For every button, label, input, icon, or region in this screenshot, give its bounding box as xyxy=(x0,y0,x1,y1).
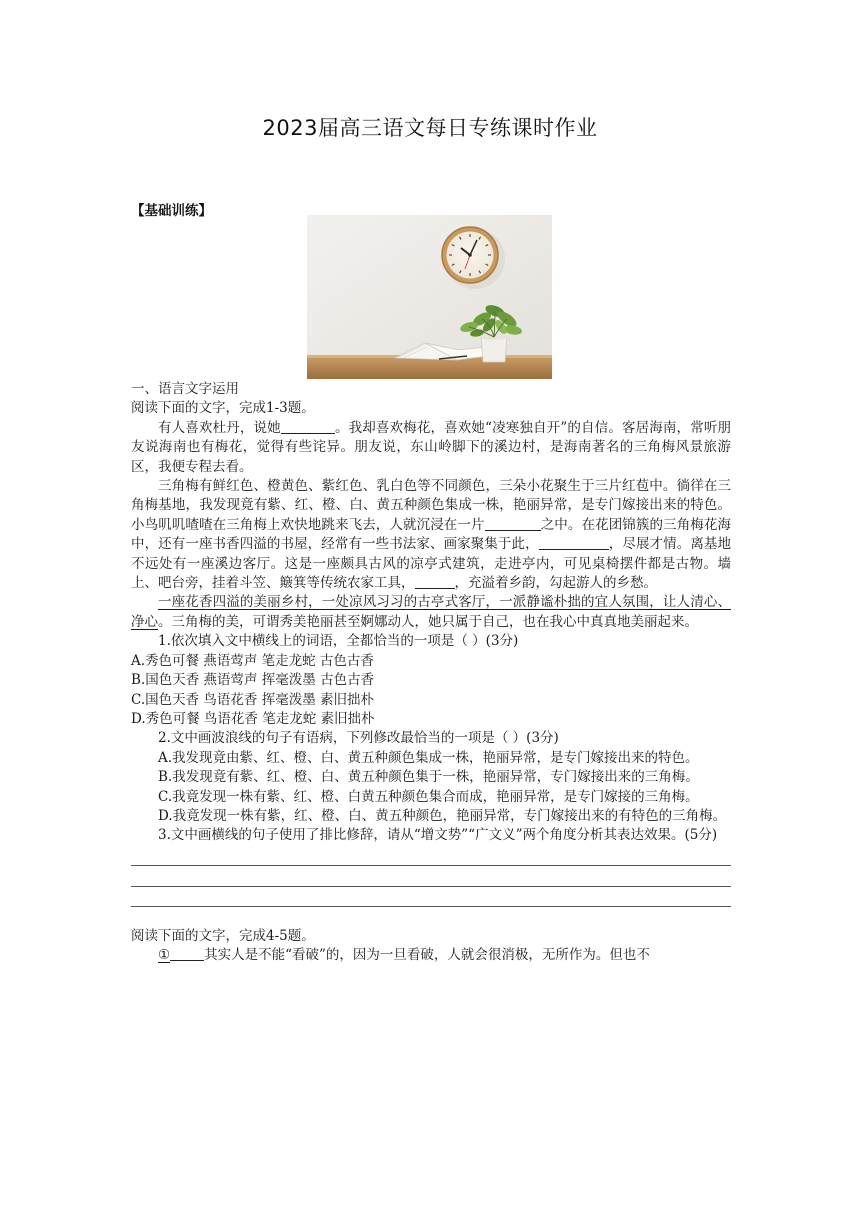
q2-option-c: C.我竟发现一株有紫、红、橙、白黄五种颜色集合而成，艳丽异常，是专门嫁接的三角梅。 xyxy=(158,788,699,805)
passage2-paragraph-1: ① 其实人是不能“看破”的，因为一旦看破，人就会很消极，无所作为。但也不 xyxy=(158,947,650,964)
fill-blank-1 xyxy=(281,419,335,434)
part2-instruction: 阅读下面的文字，完成4-5题。 xyxy=(131,927,315,944)
fill-blank-2 xyxy=(485,516,541,531)
q1-option-b: B.国色天香 燕语莺声 挥毫泼墨 古色古香 xyxy=(131,672,375,689)
document-body xyxy=(131,380,731,966)
question-3: 3.文中画横线的句子使用了排比修辞，请从“增文势”“广文义”两个角度分析其表达效果。(5分) xyxy=(158,827,718,844)
q2-option-b: B.我发现竟有紫、红、橙、白、黄五种颜色集于一株，艳丽异常，专门嫁接出来的三角梅。 xyxy=(158,769,699,786)
q2-option-d: D.我竟发现一株有紫，红、橙、白、黄五种颜色，艳丽异常，专门嫁接出来的有特色的三角梅。 xyxy=(158,807,727,824)
photo-illustration xyxy=(307,215,552,379)
q1-option-c: C.国色天香 鸟语花香 挥毫泼墨 素旧拙朴 xyxy=(131,691,375,708)
spacer xyxy=(131,907,731,927)
part1-heading: 一、语言文字运用 xyxy=(131,381,239,397)
underlined-sentence: 一座花香四溢的美丽乡村，一处凉风习习的古亭式客厅，一派静谧朴拙的宜人氛围，让人清心、净心 xyxy=(131,594,731,630)
q1-option-a: A.秀色可餐 燕语莺声 笔走龙蛇 古色古香 xyxy=(131,652,374,669)
clock-plant-book-photo xyxy=(307,215,552,379)
question-2: 2.文中画波浪线的句子有语病，下列修改最恰当的一项是（ ）(3分) xyxy=(158,730,559,747)
q1-option-d: D.秀色可餐 鸟语花香 笔走龙蛇 素旧拙朴 xyxy=(131,710,375,727)
q2-option-a: A.我发现竟由紫、红、橙、白、黄五种颜色集成一株，艳丽异常，是专门嫁接出来的特色。 xyxy=(158,749,699,766)
fill-blank-4 xyxy=(415,574,455,589)
answer-line-3[interactable] xyxy=(131,887,731,907)
paragraph-marker: ① xyxy=(158,947,171,964)
page-title: 2023届高三语文每日专练课时作业 xyxy=(262,116,598,140)
answer-line-1[interactable] xyxy=(131,846,731,866)
question-1: 1.依次填入文中横线上的词语，全都恰当的一项是（ ）(3分) xyxy=(158,633,519,650)
passage-paragraph-1: 有人喜欢杜丹，说她 。我却喜欢梅花，喜欢她“凌寒独自开”的自信。客居海南，常听朋友说海南也有梅花，觉得有些诧异。朋友说，东山岭脚下的溪边村，是海南著名的三角梅风景旅游区，我便专程去看。 xyxy=(131,419,731,475)
passage-paragraph-2: 三角梅有鲜红色、橙黄色、紫红色、乳白色等不同颜色，三朵小花聚生于三片红苞中。徜徉在三角梅基地，我发现竟有紫、红、橙、白、黄五种颜色集成一株，艳丽异常，是专门嫁接出来的特色。小鸟叽叽喳喳在三角梅上欢快地跳来飞去，人就沉浸在一片 之中。在花团锦簇的三角梅花海中，还有一座书香四溢的书屋，经常有一些书法家、画家聚集于此， ，尽展才情。离基地不远处有一座溪边客厅。这是一座颇具古风的凉亭式建筑，走进亭内，可见桌椅摆件都是古物。墙上、吧台旁，挂着斗笠、簸箕等传统农家工具， ，充溢着乡韵，勾起游人的乡愁。 xyxy=(131,478,732,592)
passage-paragraph-3: 一座花香四溢的美丽乡村，一处凉风习习的古亭式客厅，一派静谧朴拙的宜人氛围，让人清心、净心。三角梅的美，可谓秀美艳丽甚至婀娜动人，她只属于自己，也在我心中真真地美丽起来。 xyxy=(131,594,731,630)
fill-blank-5 xyxy=(170,946,204,961)
answer-line-2[interactable] xyxy=(131,866,731,886)
section-label: 【基础训练】 xyxy=(131,203,212,219)
part1-instruction: 阅读下面的文字，完成1-3题。 xyxy=(131,400,315,417)
fill-blank-3 xyxy=(539,535,609,550)
